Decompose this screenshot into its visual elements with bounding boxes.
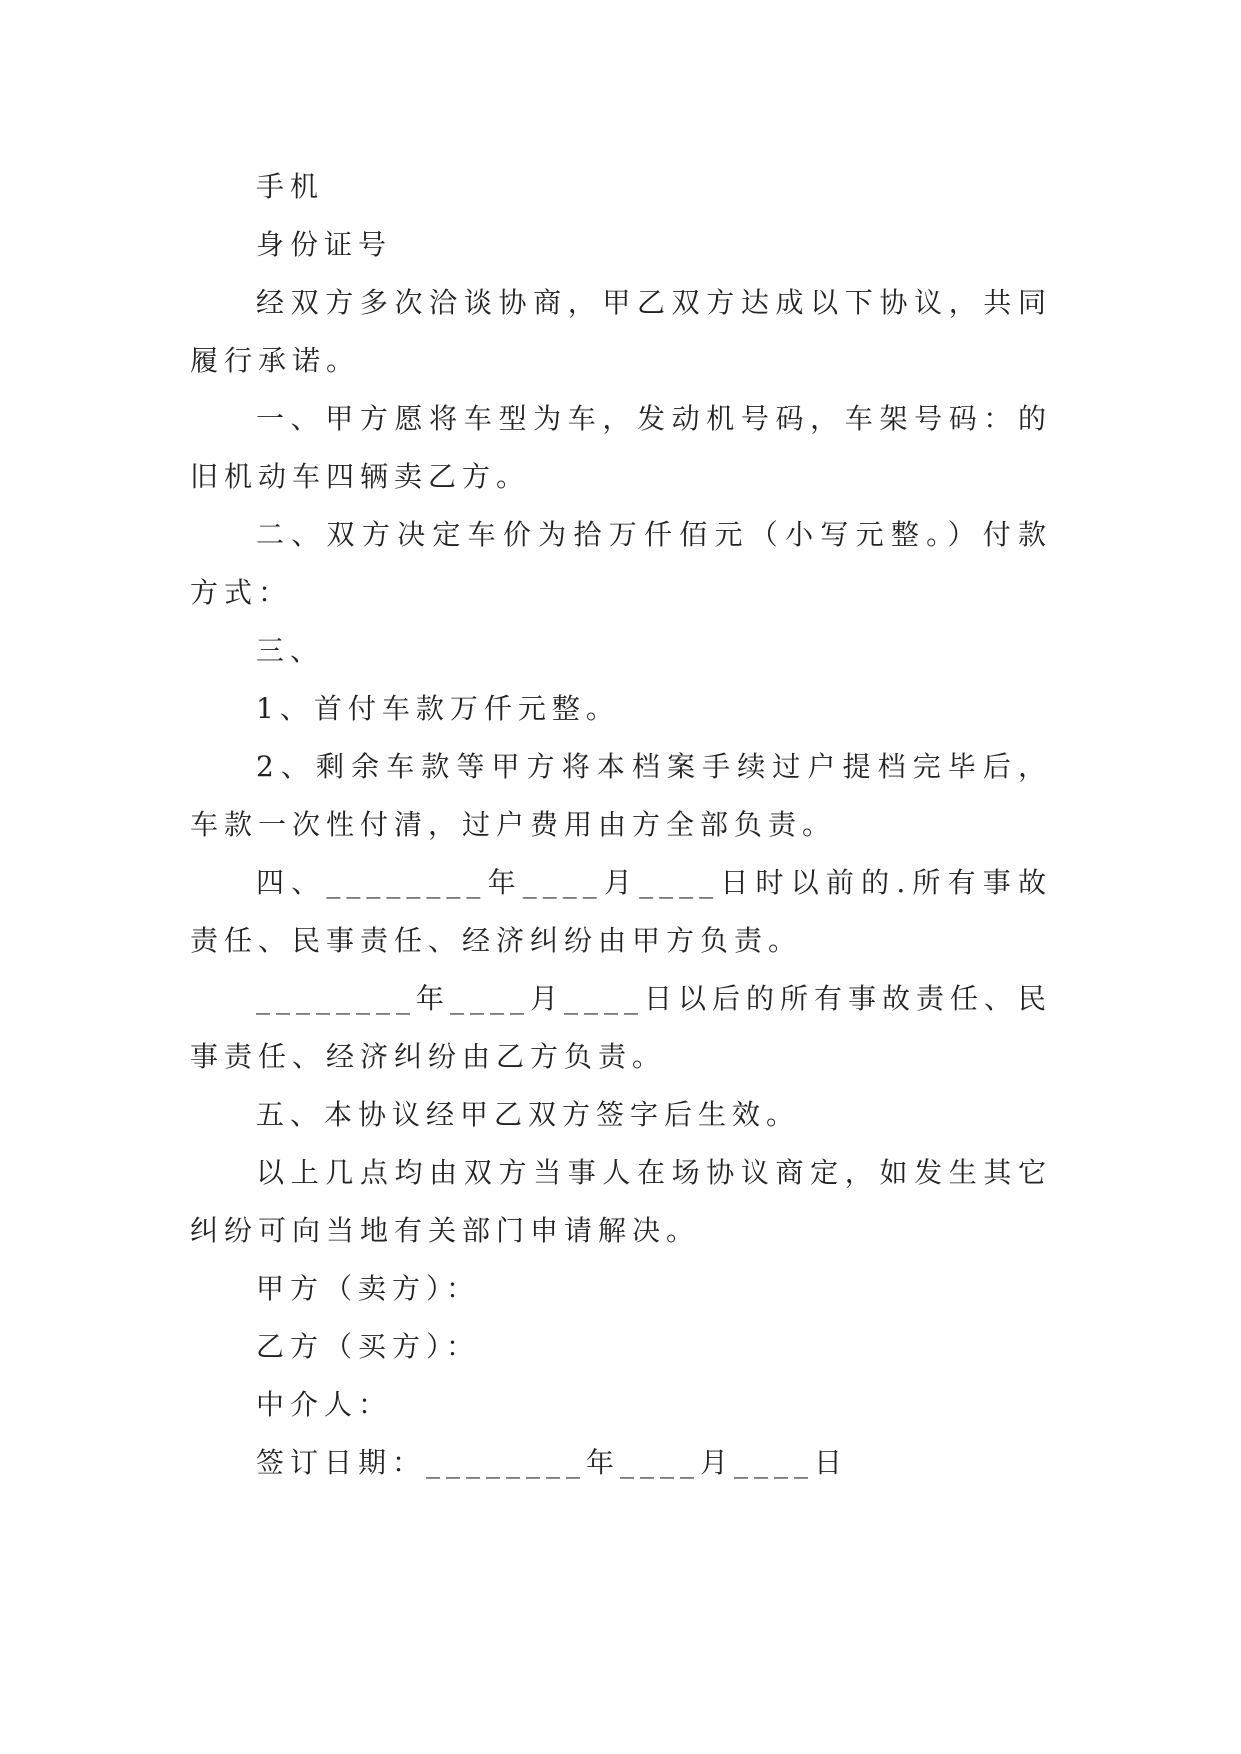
clause-5: 五、本协议经甲乙双方签字后生效。 (256, 1098, 801, 1131)
clause-3-item-2: 2、剩余车款等甲方将本档案手续过户提档完毕后，车款一次性付清，过户费用由方全部负责。 (190, 750, 1052, 841)
document-body (190, 158, 1052, 1492)
signing-date-label: 签订日期：________年____月____日 (256, 1446, 849, 1479)
intermediary-label: 中介人： (256, 1388, 393, 1421)
clause-1: 一、甲方愿将车型为车，发动机号码，车架号码：的旧机动车四辆卖乙方。 (190, 402, 1052, 493)
intro-paragraph: 经双方多次洽谈协商，甲乙双方达成以下协议，共同履行承诺。 (190, 286, 1052, 377)
clause-4-seller-liability: 四、________年____月____日时以前的.所有事故责任、民事责任、经济纠纷由甲方负责。 (190, 866, 1052, 957)
id-number-label: 身份证号 (256, 228, 393, 261)
clause-4-buyer-liability: ________年____月____日以后的所有事故责任、民事责任、经济纠纷由乙方负责。 (190, 982, 1053, 1073)
phone-label: 手机 (256, 170, 325, 203)
clause-3-item-1: 1、首付车款万仟元整。 (256, 692, 620, 725)
buyer-signature-label: 乙方（买方）： (256, 1330, 481, 1363)
seller-signature-label: 甲方（卖方）： (256, 1272, 481, 1305)
clause-3-heading: 三、 (256, 634, 325, 667)
dispute-paragraph: 以上几点均由双方当事人在场协议商定，如发生其它纠纷可向当地有关部门申请解决。 (190, 1156, 1052, 1247)
clause-2: 二、双方决定车价为拾万仟佰元（小写元整。）付款方式： (190, 518, 1052, 609)
